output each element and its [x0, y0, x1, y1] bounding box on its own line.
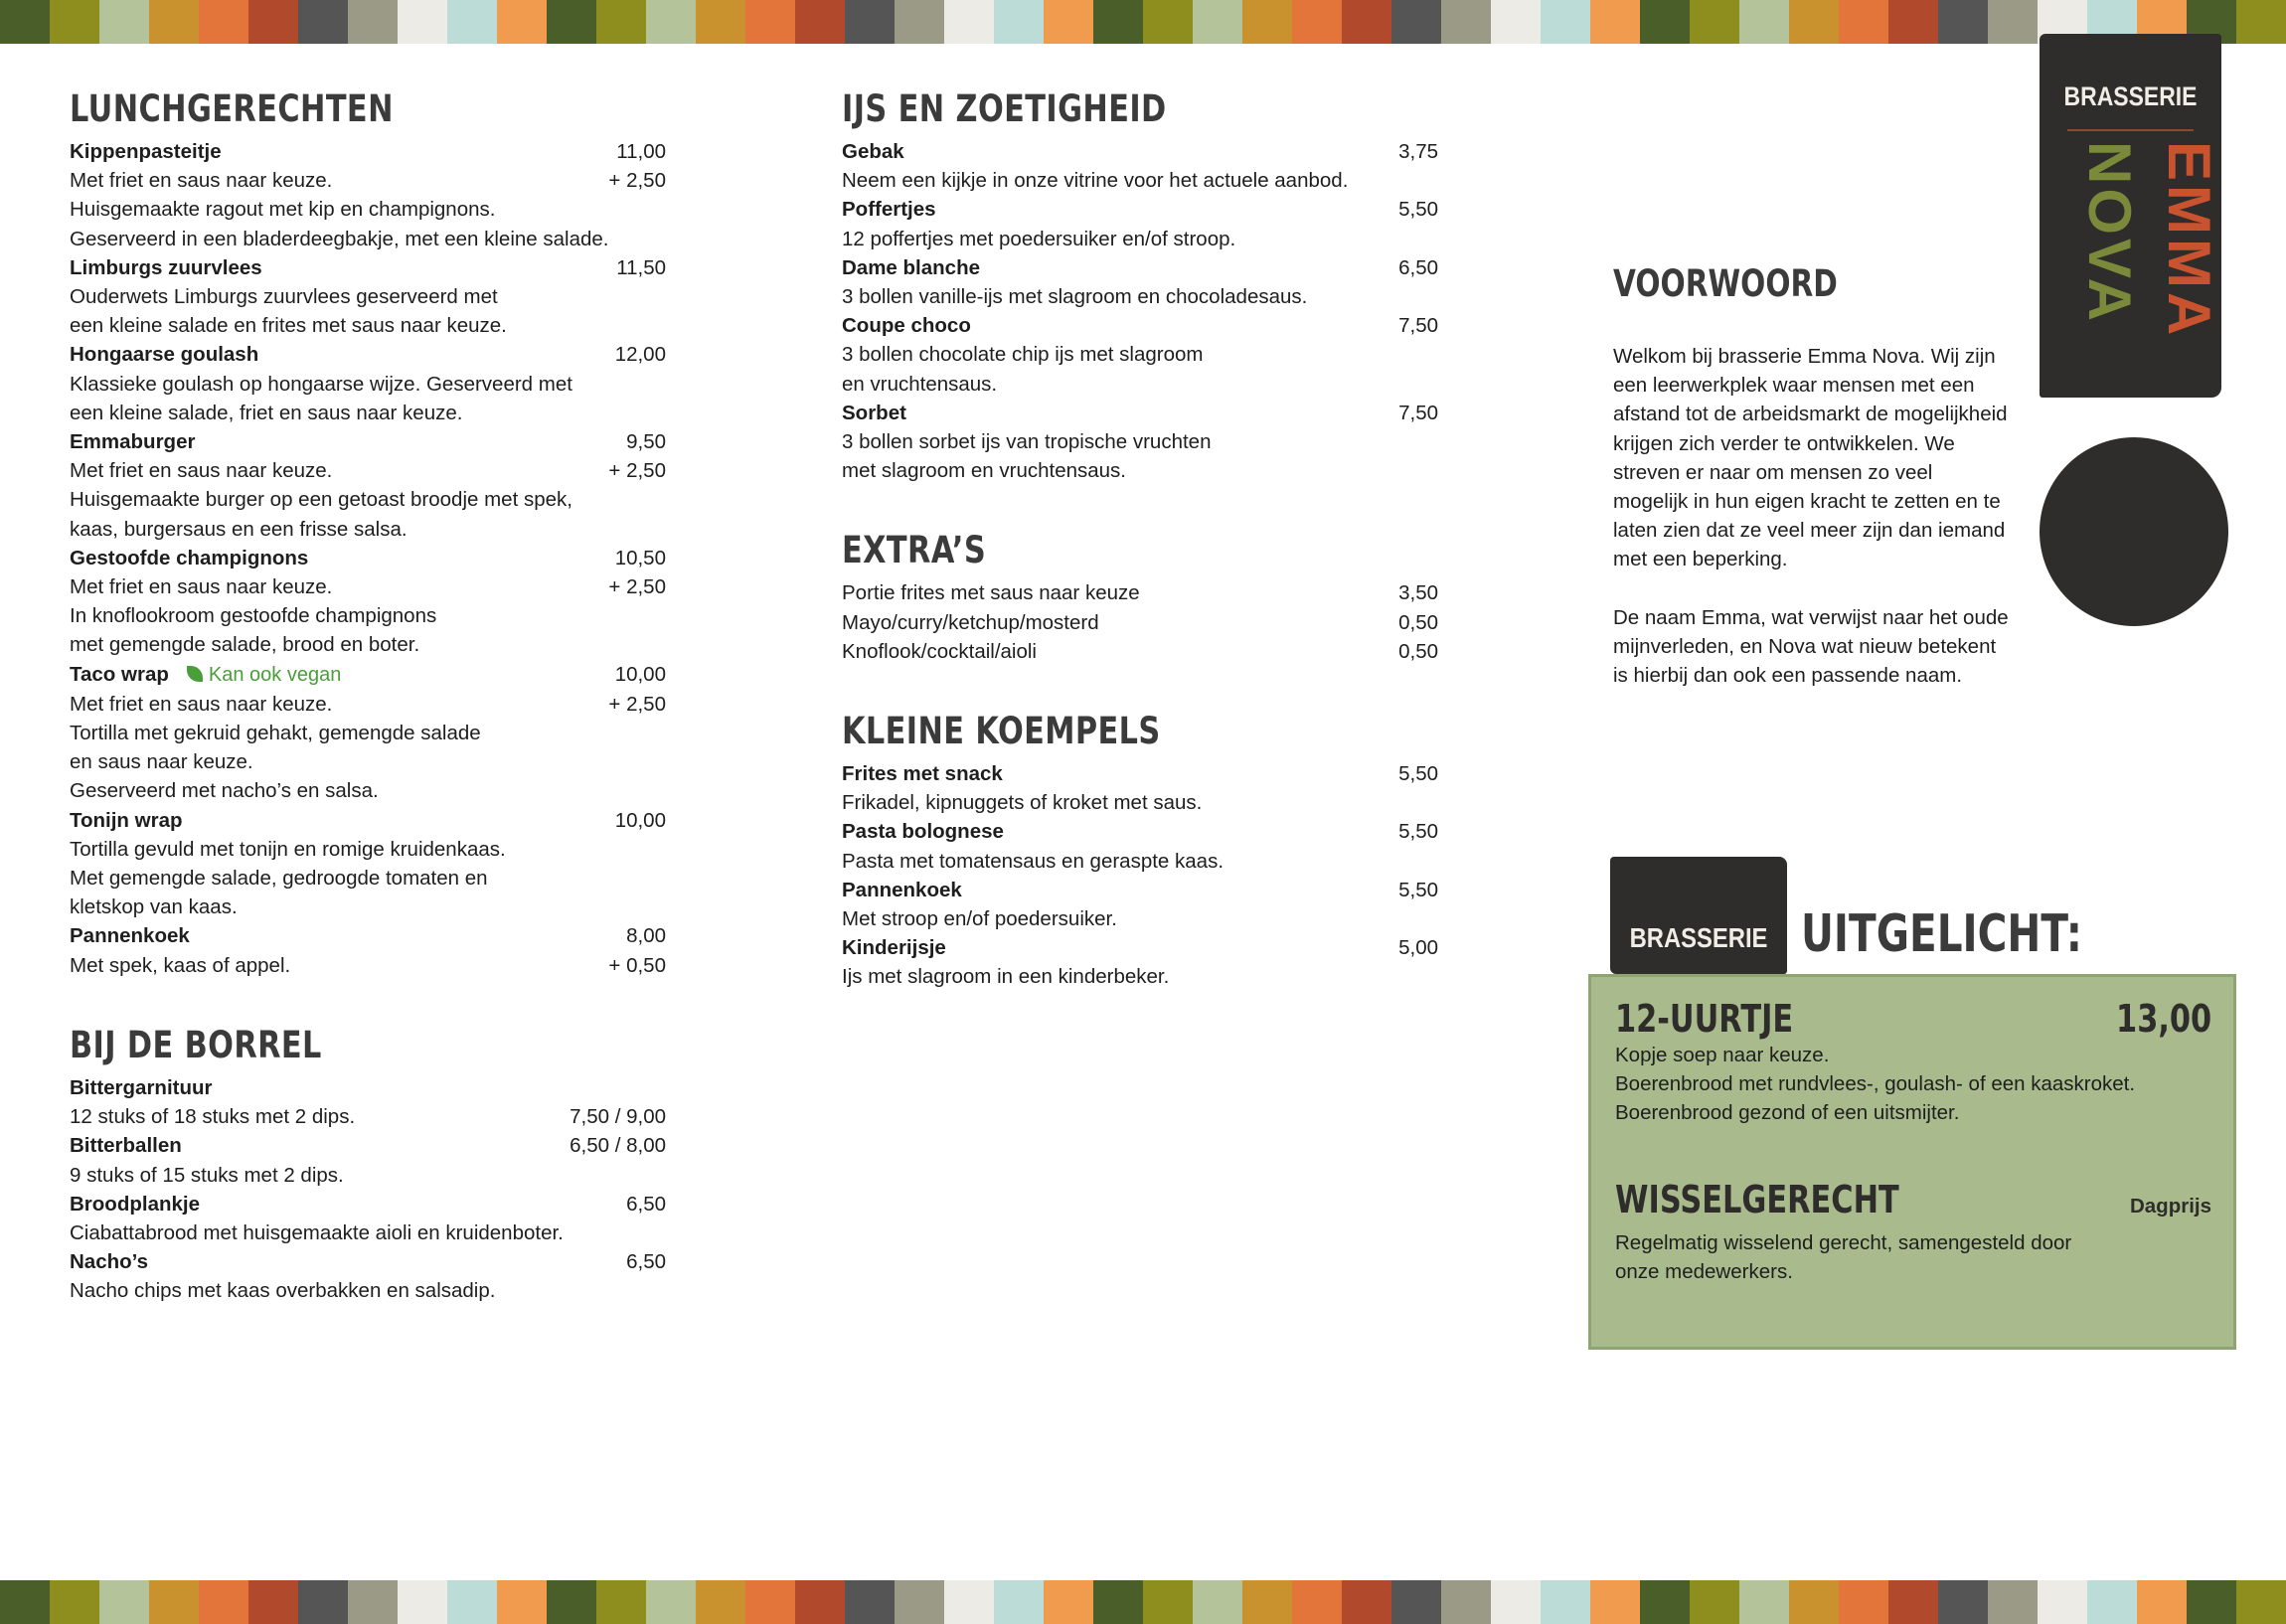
- bottom-color-stripe: [0, 1580, 2286, 1624]
- brand-logo: [2040, 34, 2221, 398]
- stripe-segment: [944, 0, 994, 44]
- menu-item-description: 12 stuks of 18 stuks met 2 dips.: [70, 1105, 356, 1129]
- menu-item-extra-price: + 2,50: [608, 459, 666, 483]
- menu-item: [70, 1073, 666, 1131]
- stripe-segment: [1193, 0, 1242, 44]
- menu-item-name: Tonijn wrap: [70, 808, 183, 832]
- menu-item-description: Met gemengde salade, gedroogde tomaten en: [70, 867, 488, 891]
- menu-item: [70, 806, 666, 922]
- stripe-segment: [1988, 1580, 2038, 1624]
- menu-item-price: 10,00: [614, 662, 666, 686]
- menu-item-price: 11,50: [616, 255, 666, 279]
- stripe-segment: [1739, 0, 1789, 44]
- stripe-segment: [646, 0, 696, 44]
- menu-item: [842, 137, 1438, 195]
- menu-item-description: Met friet en saus naar keuze.: [70, 692, 333, 716]
- uitgelicht-badge: [1610, 857, 1787, 974]
- borrel-list: [70, 1073, 666, 1306]
- stripe-segment: [149, 1580, 199, 1624]
- stripe-segment: [199, 0, 248, 44]
- stripe-segment: [348, 1580, 398, 1624]
- menu-item-price: 12,00: [614, 343, 666, 367]
- top-color-stripe: [0, 0, 2286, 44]
- featured-item-desc: Regelmatig wisselend gerecht, samengesteld door: [1615, 1230, 2072, 1254]
- extra-name: Knoflook/cocktail/aioli: [842, 639, 1037, 663]
- menu-item: [70, 544, 666, 660]
- menu-item-name: Poffertjes: [842, 198, 936, 222]
- lunch-list: [70, 137, 666, 980]
- menu-item: [842, 253, 1438, 311]
- stripe-segment: [646, 1580, 696, 1624]
- stripe-segment: [298, 1580, 348, 1624]
- menu-item-description: Geserveerd met nacho’s en salsa.: [70, 779, 379, 803]
- menu-item: [842, 399, 1438, 486]
- menu-item-extra-price: + 2,50: [608, 692, 666, 716]
- menu-item-name: Pannenkoek: [842, 878, 962, 901]
- stripe-segment: [1342, 1580, 1391, 1624]
- decorative-circle: [2040, 437, 2228, 626]
- featured-item-price: Dagprijs: [2129, 1194, 2211, 1218]
- stripe-segment: [845, 0, 895, 44]
- menu-item-description: Huisgemaakte burger op een getoast broodje met spek,: [70, 488, 572, 512]
- menu-item: [70, 1131, 666, 1189]
- menu-item: [842, 195, 1438, 252]
- menu-item-price: 5,50: [1398, 878, 1438, 901]
- menu-item-description: Tortilla met gekruid gehakt, gemengde salade: [70, 722, 481, 745]
- stripe-segment: [1938, 0, 1988, 44]
- stripe-segment: [1143, 0, 1193, 44]
- menu-item-name: Bitterballen: [70, 1134, 182, 1158]
- menu-item-description: Met friet en saus naar keuze.: [70, 169, 333, 193]
- stripe-segment: [50, 0, 99, 44]
- stripe-segment: [547, 0, 596, 44]
- menu-item-name: Gestoofde champignons: [70, 546, 309, 569]
- voorwoord-paragraph-2: De naam Emma, wat verwijst naar het oude mijnverleden, en Nova wat nieuw betekent is hierbij dan ook een passende naam.: [1613, 605, 2009, 688]
- menu-item-description: 3 bollen sorbet ijs van tropische vruchten: [842, 430, 1212, 454]
- menu-item-name: Taco wrap: [70, 662, 169, 686]
- stripe-segment: [994, 1580, 1044, 1624]
- vegan-label: [187, 664, 341, 686]
- featured-item-desc: Boerenbrood met rundvlees-, goulash- of een kaaskroket.: [1615, 1072, 2136, 1096]
- kids-list: [842, 759, 1438, 992]
- stripe-segment: [2187, 1580, 2236, 1624]
- menu-item-price: 6,50: [1398, 255, 1438, 279]
- featured-item-name: 12-UURTJE: [1615, 997, 1794, 1041]
- stripe-segment: [1044, 0, 1093, 44]
- menu-item-description: Nacho chips met kaas overbakken en salsadip.: [70, 1279, 496, 1303]
- menu-item: [70, 660, 666, 806]
- menu-item-description: Met spek, kaas of appel.: [70, 953, 291, 977]
- stripe-segment: [547, 1580, 596, 1624]
- menu-item-price: 6,50: [626, 1192, 666, 1216]
- stripe-segment: [398, 1580, 447, 1624]
- stripe-segment: [1888, 0, 1938, 44]
- stripe-segment: [2236, 0, 2286, 44]
- featured-item-desc: onze medewerkers.: [1615, 1259, 1793, 1283]
- stripe-segment: [398, 0, 447, 44]
- stripe-segment: [497, 1580, 547, 1624]
- stripe-segment: [994, 0, 1044, 44]
- stripe-segment: [696, 0, 745, 44]
- menu-item-description: en vruchtensaus.: [842, 372, 998, 396]
- extra-row: [842, 637, 1438, 666]
- stripe-segment: [1839, 1580, 1888, 1624]
- stripe-segment: [1988, 0, 2038, 44]
- menu-item-description: Geserveerd in een bladerdeegbakje, met een kleine salade.: [70, 227, 609, 250]
- stripe-segment: [1541, 0, 1590, 44]
- stripe-segment: [1590, 1580, 1640, 1624]
- stripe-segment: [248, 1580, 298, 1624]
- menu-item-description: kletskop van kaas.: [70, 895, 238, 919]
- menu-item-name: Pannenkoek: [70, 924, 190, 948]
- menu-item-price: 5,50: [1398, 762, 1438, 786]
- stripe-segment: [1640, 0, 1690, 44]
- menu-item-description: Klassieke goulash op hongaarse wijze. Geserveerd met: [70, 372, 572, 396]
- stripe-segment: [1093, 1580, 1143, 1624]
- menu-item-price: 5,50: [1398, 820, 1438, 844]
- menu-item-name: Bittergarnituur: [70, 1075, 213, 1099]
- menu-item-description: Pasta met tomatensaus en geraspte kaas.: [842, 849, 1225, 873]
- leaf-icon: [187, 666, 203, 682]
- menu-item-name: Sorbet: [842, 401, 906, 424]
- menu-column-left: [70, 85, 666, 1306]
- stripe-segment: [1242, 1580, 1292, 1624]
- stripe-segment: [596, 0, 646, 44]
- menu-item-description: 3 bollen chocolate chip ijs met slagroom: [842, 343, 1204, 367]
- extras-list: [842, 578, 1438, 666]
- menu-item: [70, 253, 666, 341]
- uitgelicht-badge-text: BRASSERIE: [1629, 922, 1768, 953]
- menu-item-price: 9,50: [626, 430, 666, 454]
- menu-item-price: 3,75: [1398, 140, 1438, 163]
- stripe-segment: [1143, 1580, 1193, 1624]
- menu-item: [70, 921, 666, 979]
- section-title-borrel: BIJ DE BORREL: [70, 1023, 322, 1066]
- stripe-segment: [1640, 1580, 1690, 1624]
- stripe-segment: [1938, 1580, 1988, 1624]
- stripe-segment: [348, 0, 398, 44]
- stripe-segment: [1789, 1580, 1839, 1624]
- menu-item-price: 7,50: [1398, 401, 1438, 424]
- logo-nova-text: NOVA: [2076, 141, 2143, 325]
- stripe-segment: [1839, 0, 1888, 44]
- stripe-segment: [1292, 1580, 1342, 1624]
- menu-item-name: Frites met snack: [842, 762, 1003, 786]
- extra-row: [842, 578, 1438, 607]
- menu-item-description: een kleine salade en frites met saus naar keuze.: [70, 314, 507, 338]
- extra-price: 0,50: [1398, 639, 1438, 663]
- stripe-segment: [845, 1580, 895, 1624]
- stripe-segment: [944, 1580, 994, 1624]
- menu-item-extra-price: + 2,50: [608, 169, 666, 193]
- uitgelicht-title: UITGELICHT:: [1801, 904, 2083, 964]
- stripe-segment: [1888, 1580, 1938, 1624]
- featured-item-name: WISSELGERECHT: [1615, 1177, 1899, 1221]
- menu-item-description: Ciabattabrood met huisgemaakte aioli en kruidenboter.: [70, 1220, 564, 1244]
- menu-item-description: een kleine salade, friet en saus naar keuze.: [70, 401, 463, 424]
- menu-item: [70, 137, 666, 253]
- menu-item-description: Frikadel, kipnuggets of kroket met saus.: [842, 791, 1203, 815]
- stripe-segment: [895, 0, 944, 44]
- menu-item-name: Hongaarse goulash: [70, 343, 259, 367]
- stripe-segment: [696, 1580, 745, 1624]
- vegan-text: Kan ook vegan: [208, 663, 342, 686]
- stripe-segment: [298, 0, 348, 44]
- menu-item: [842, 876, 1438, 933]
- section-title-kids: KLEINE KOEMPELS: [842, 710, 1161, 753]
- menu-item-description: met gemengde salade, brood en boter.: [70, 633, 420, 657]
- stripe-segment: [1690, 1580, 1739, 1624]
- stripe-segment: [447, 0, 497, 44]
- stripe-segment: [1491, 0, 1541, 44]
- stripe-segment: [1342, 0, 1391, 44]
- stripe-segment: [199, 1580, 248, 1624]
- menu-item-name: Nacho’s: [70, 1250, 148, 1274]
- stripe-segment: [1441, 0, 1491, 44]
- menu-item-name: Pasta bolognese: [842, 820, 1004, 844]
- menu-item-description: 12 poffertjes met poedersuiker en/of stroop.: [842, 227, 1236, 250]
- extra-name: Mayo/curry/ketchup/mosterd: [842, 610, 1099, 634]
- menu-item-price: 7,50: [1398, 314, 1438, 338]
- stripe-segment: [1491, 1580, 1541, 1624]
- stripe-segment: [1093, 0, 1143, 44]
- stripe-segment: [248, 0, 298, 44]
- stripe-segment: [1292, 0, 1342, 44]
- stripe-segment: [2038, 1580, 2087, 1624]
- stripe-segment: [596, 1580, 646, 1624]
- extra-price: 3,50: [1398, 581, 1438, 605]
- extra-name: Portie frites met saus naar keuze: [842, 581, 1140, 605]
- extra-row: [842, 608, 1438, 637]
- menu-item-price: 11,00: [616, 140, 666, 163]
- menu-item: [70, 1190, 666, 1247]
- menu-item-description: kaas, burgersaus en een frisse salsa.: [70, 517, 408, 541]
- menu-item-description: In knoflookroom gestoofde champignons: [70, 604, 437, 628]
- stripe-segment: [1590, 0, 1640, 44]
- menu-item-price: 5,00: [1398, 936, 1438, 960]
- stripe-segment: [99, 0, 149, 44]
- stripe-segment: [2137, 1580, 2187, 1624]
- menu-item-price: 6,50 / 8,00: [570, 1134, 666, 1158]
- stripe-segment: [447, 1580, 497, 1624]
- ijs-list: [842, 137, 1438, 485]
- menu-item-description: Met friet en saus naar keuze.: [70, 575, 333, 599]
- menu-item-description: Ijs met slagroom in een kinderbeker.: [842, 965, 1170, 989]
- voorwoord-title: VOORWOORD: [1613, 262, 1838, 305]
- menu-item-description: Met stroop en/of poedersuiker.: [842, 907, 1117, 931]
- menu-item-description: met slagroom en vruchtensaus.: [842, 459, 1126, 483]
- menu-item: [842, 759, 1438, 817]
- stripe-segment: [0, 1580, 50, 1624]
- stripe-segment: [1690, 0, 1739, 44]
- stripe-segment: [2087, 1580, 2137, 1624]
- voorwoord-paragraph-1: Welkom bij brasserie Emma Nova. Wij zijn een leerwerkplek waar mensen met een afstand tot de arbeidsmarkt de mogelijkheid krijgen zich verder te ontwikkelen. We streven er naar om mensen zo veel mogelijk in hun eigen kracht te zetten en te laten zien dat ze veel meer zijn dan iemand met een beperking.: [1613, 345, 2008, 571]
- menu-item-description: 3 bollen vanille-ijs met slagroom en chocoladesaus.: [842, 285, 1308, 309]
- menu-item-extra-price: 7,50 / 9,00: [570, 1105, 666, 1129]
- stripe-segment: [1739, 1580, 1789, 1624]
- menu-item: [70, 427, 666, 544]
- menu-item-description: Huisgemaakte ragout met kip en champignons.: [70, 198, 496, 222]
- stripe-segment: [1391, 1580, 1441, 1624]
- stripe-segment: [1789, 0, 1839, 44]
- menu-item-extra-price: + 2,50: [608, 575, 666, 599]
- menu-item-description: 9 stuks of 15 stuks met 2 dips.: [70, 1163, 344, 1187]
- section-title-ijs: IJS EN ZOETIGHEID: [842, 87, 1167, 130]
- menu-item-name: Coupe choco: [842, 314, 971, 338]
- menu-item-name: Kippenpasteitje: [70, 140, 222, 163]
- menu-item-price: 8,00: [626, 924, 666, 948]
- menu-item-price: 5,50: [1398, 198, 1438, 222]
- stripe-segment: [149, 0, 199, 44]
- menu-item: [842, 311, 1438, 399]
- logo-divider: [2067, 129, 2194, 131]
- menu-item-name: Dame blanche: [842, 255, 980, 279]
- menu-item-description: Neem een kijkje in onze vitrine voor het actuele aanbod.: [842, 169, 1349, 193]
- menu-item-price: 10,00: [614, 808, 666, 832]
- menu-item-price: 10,50: [614, 546, 666, 569]
- menu-item: [842, 933, 1438, 991]
- stripe-segment: [1044, 1580, 1093, 1624]
- menu-item-name: Gebak: [842, 140, 904, 163]
- stripe-segment: [50, 1580, 99, 1624]
- extra-price: 0,50: [1398, 610, 1438, 634]
- section-title-lunch: LUNCHGERECHTEN: [70, 87, 394, 130]
- stripe-segment: [99, 1580, 149, 1624]
- stripe-segment: [1193, 1580, 1242, 1624]
- menu-item: [70, 340, 666, 427]
- menu-item-price: 6,50: [626, 1250, 666, 1274]
- menu-column-middle: [842, 85, 1438, 992]
- featured-item-desc: Boerenbrood gezond of een uitsmijter.: [1615, 1101, 1960, 1125]
- logo-emma-text: EMMA: [2156, 141, 2222, 340]
- featured-item-price: 13,00: [2115, 997, 2211, 1041]
- stripe-segment: [795, 1580, 845, 1624]
- stripe-segment: [0, 0, 50, 44]
- featured-item-desc: Kopje soep naar keuze.: [1615, 1044, 1830, 1066]
- menu-item-description: en saus naar keuze.: [70, 750, 253, 774]
- stripe-segment: [1391, 0, 1441, 44]
- logo-brasserie-text: BRASSERIE: [2063, 81, 2198, 111]
- menu-item: [70, 1247, 666, 1305]
- menu-item-name: Emmaburger: [70, 430, 196, 454]
- stripe-segment: [1541, 1580, 1590, 1624]
- menu-item-name: Kinderijsje: [842, 936, 946, 960]
- stripe-segment: [745, 1580, 795, 1624]
- menu-item-description: Ouderwets Limburgs zuurvlees geserveerd met: [70, 285, 498, 309]
- voorwoord-text: [1613, 342, 2011, 719]
- menu-item-extra-price: + 0,50: [608, 953, 666, 977]
- stripe-segment: [497, 0, 547, 44]
- menu-item-name: Limburgs zuurvlees: [70, 255, 262, 279]
- stripe-segment: [745, 0, 795, 44]
- menu-item-description: Tortilla gevuld met tonijn en romige kruidenkaas.: [70, 837, 506, 861]
- stripe-segment: [795, 0, 845, 44]
- stripe-segment: [2236, 1580, 2286, 1624]
- stripe-segment: [895, 1580, 944, 1624]
- menu-item-description: Met friet en saus naar keuze.: [70, 459, 333, 483]
- stripe-segment: [1441, 1580, 1491, 1624]
- section-title-extras: EXTRA’S: [842, 529, 987, 572]
- menu-item-name: Broodplankje: [70, 1192, 200, 1216]
- stripe-segment: [1242, 0, 1292, 44]
- uitgelicht-box: [1588, 974, 2236, 1350]
- menu-item: [842, 817, 1438, 875]
